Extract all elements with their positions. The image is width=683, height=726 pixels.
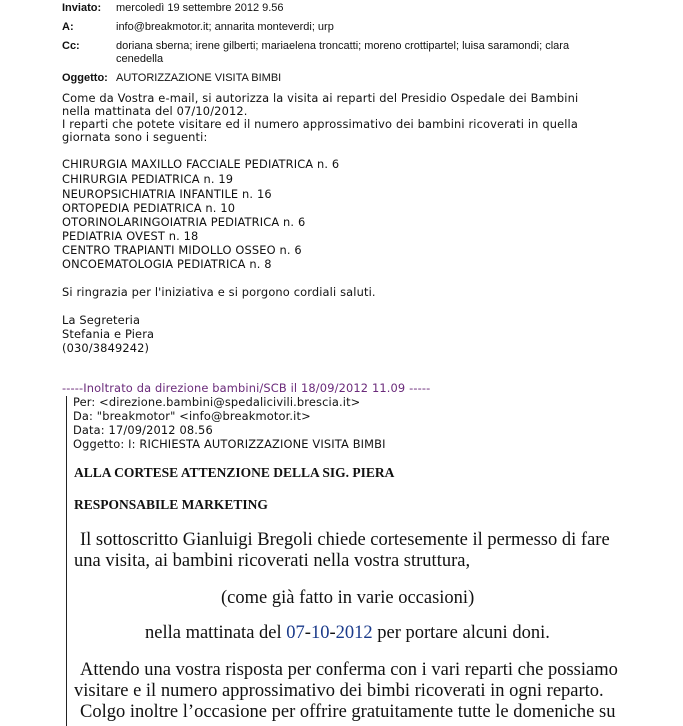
cc-value-line1: doriana sberna; irene gilberti; mariaelena troncatti; moreno crottipartel; luisa saramondi; clara <box>116 40 570 52</box>
body-line: (come già fatto in varie occasioni) <box>221 588 475 608</box>
forward-data: Data: 17/09/2012 08.56 <box>73 423 213 437</box>
department-item: ORTOPEDIA PEDIATRICA n. 10 <box>62 201 236 215</box>
header-sent <box>62 2 662 15</box>
date-separator: - <box>329 623 336 643</box>
department-item: CENTRO TRAPIANTI MIDOLLO OSSEO n. 6 <box>62 243 302 257</box>
body-line-date <box>145 623 550 644</box>
body-line: Il sottoscritto Gianluigi Bregoli chiede cortesemente il permesso di fare <box>80 530 610 550</box>
forward-da: Da: "breakmotor" <info@breakmotor.it> <box>73 409 311 423</box>
forward-oggetto: Oggetto: I: RICHIESTA AUTORIZZAZIONE VISITA BIMBI <box>73 437 386 451</box>
body-line: visitare e il numero approssimativo dei bimbi ricoverati in ogni reparto. <box>74 681 604 701</box>
subject-label: Oggetto: <box>62 72 108 84</box>
department-item: CHIRURGIA PEDIATRICA n. 19 <box>62 172 234 186</box>
signature-line: Stefania e Piera <box>62 327 155 341</box>
date-separator: - <box>304 623 311 643</box>
reply-intro-line: giornata sono i seguenti: <box>62 130 208 144</box>
subject-value: AUTORIZZAZIONE VISITA BIMBI <box>116 72 282 84</box>
date-outro-text: per portare alcuni doni. <box>372 623 550 643</box>
cc-label: Cc: <box>62 40 80 52</box>
department-item: PEDIATRIA OVEST n. 18 <box>62 229 199 243</box>
cc-value-line2: cenedella <box>116 53 164 65</box>
date-day: 07 <box>286 623 305 643</box>
department-item: CHIRURGIA MAXILLO FACCIALE PEDIATRICA n. 6 <box>62 157 340 171</box>
signature-line: (030/3849242) <box>62 341 150 355</box>
signature-line: La Segreteria <box>62 313 141 327</box>
date-month: 10 <box>310 623 330 643</box>
body-line: una visita, ai bambini ricoverati nella vostra struttura, <box>74 551 471 571</box>
attention-heading: ALLA CORTESE ATTENZIONE DELLA SIG. PIERA <box>74 465 395 480</box>
header-to <box>62 21 662 34</box>
department-item: ONCOEMATOLOGIA PEDIATRICA n. 8 <box>62 257 272 271</box>
department-item: NEUROPSICHIATRIA INFANTILE n. 16 <box>62 187 272 201</box>
reply-intro-line: I reparti che potete visitare ed il numero approssimativo dei bambini ricoverati in quella <box>62 117 578 131</box>
forward-per: Per: <direzione.bambini@spedalicivili.brescia.it> <box>73 395 361 409</box>
date-year: 2012 <box>335 623 373 643</box>
reply-closing: Si ringrazia per l'iniziativa e si porgono cordiali saluti. <box>62 285 376 299</box>
to-label: A: <box>62 21 74 33</box>
date-intro-text: nella mattinata del <box>145 623 287 643</box>
department-item: OTORINOLARINGOIATRIA PEDIATRICA n. 6 <box>62 215 306 229</box>
body-line: Colgo inoltre l’occasione per offrire gratuitamente tutte le domeniche su <box>80 702 616 722</box>
sent-value: mercoledì 19 settembre 2012 9.56 <box>116 2 284 14</box>
sent-label: Inviato: <box>62 2 102 14</box>
forward-banner: -----Inoltrato da direzione bambini/SCB il 18/09/2012 11.09 ----- <box>62 381 431 395</box>
reply-intro-line: nella mattinata del 07/10/2012. <box>62 104 248 118</box>
header-subject <box>62 72 662 85</box>
header-cc <box>62 40 662 66</box>
role-heading: RESPONSABILE MARKETING <box>74 497 268 512</box>
to-value: info@breakmotor.it; annarita monteverdi; urp <box>116 21 334 33</box>
reply-intro-line: Come da Vostra e-mail, si autorizza la visita ai reparti del Presidio Ospedale dei Bambini <box>62 91 579 105</box>
body-line: Attendo una vostra risposta per conferma con i vari reparti che possiamo <box>80 660 618 680</box>
